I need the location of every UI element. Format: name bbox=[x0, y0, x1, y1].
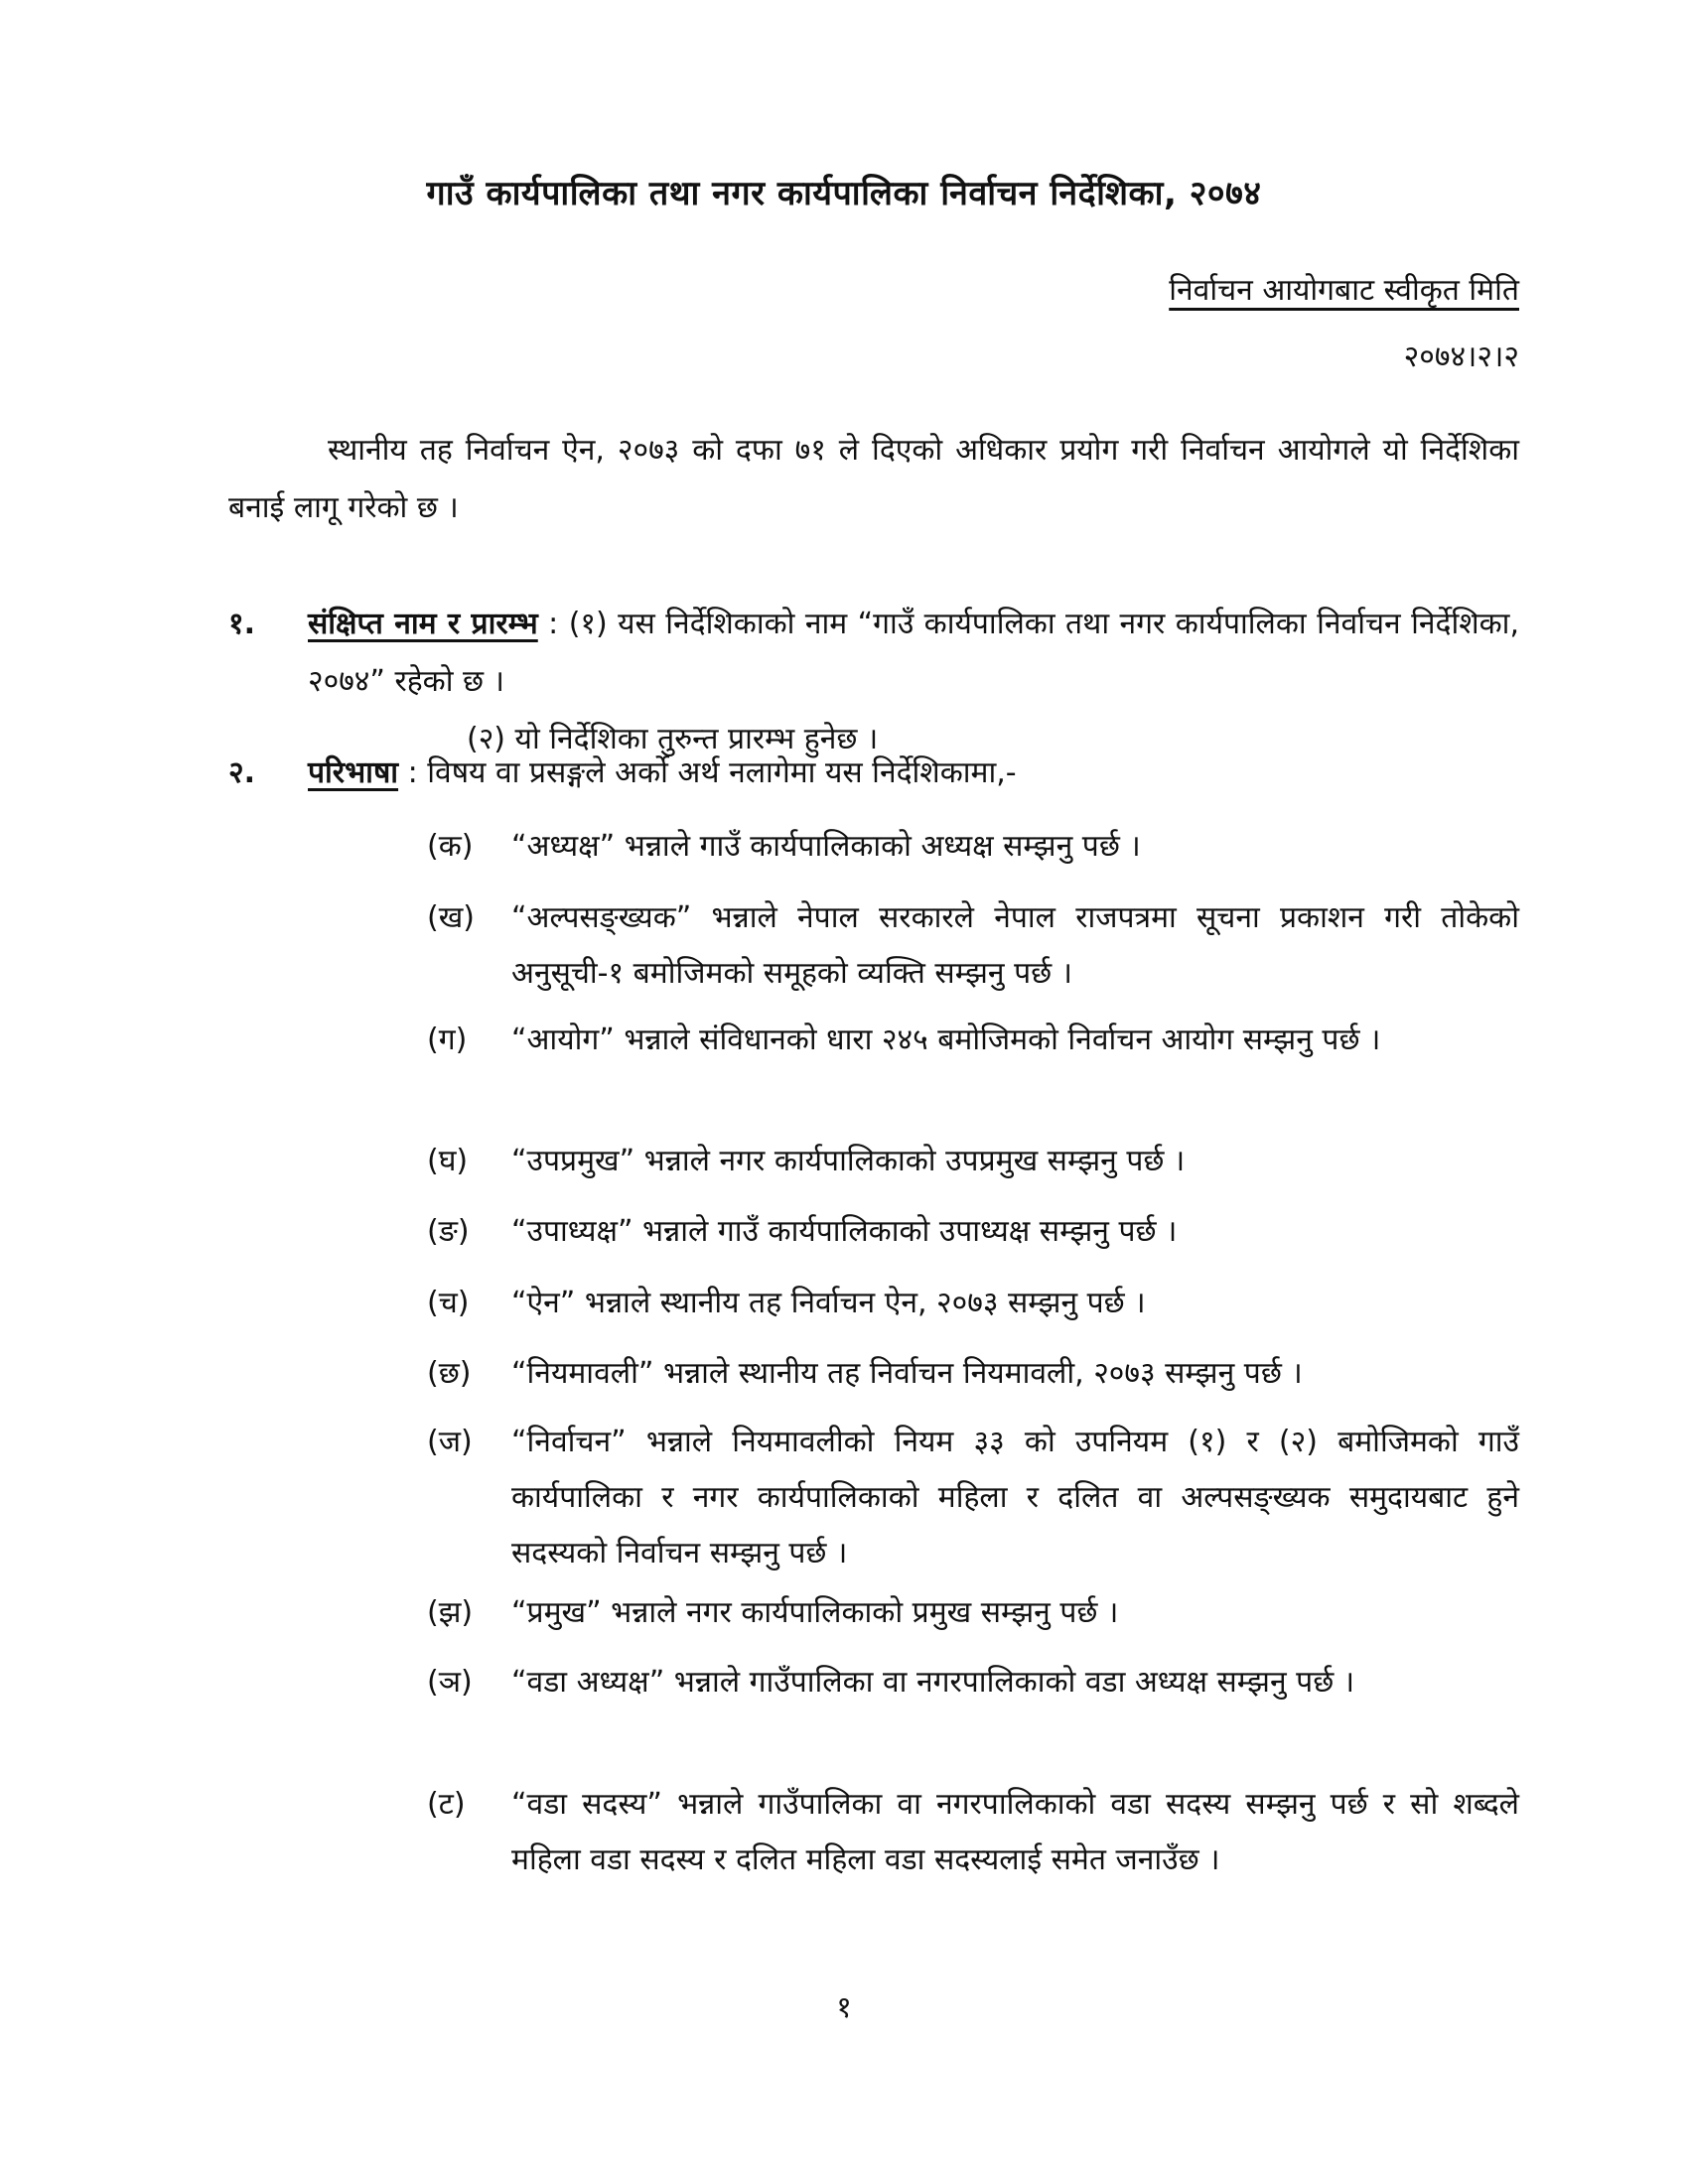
definition-text: “उपाध्यक्ष” भन्नाले गाउँ कार्यपालिकाको उपाध्यक्ष सम्झनु पर्छ । bbox=[511, 1214, 1178, 1249]
definition-text: “आयोग” भन्नाले संविधानको धारा २४५ बमोजिमको निर्वाचन आयोग सम्झनु पर्छ । bbox=[511, 1023, 1381, 1057]
definition-text: “अध्यक्ष” भन्नाले गाउँ कार्यपालिकाको अध्यक्ष सम्झनु पर्छ । bbox=[511, 829, 1141, 864]
definition-item bbox=[427, 1585, 1519, 1641]
definition-text: “प्रमुख” भन्नाले नगर कार्यपालिकाको प्रमुख सम्झनु पर्छ । bbox=[511, 1595, 1119, 1630]
definition-label: (च) bbox=[427, 1286, 470, 1320]
section-body bbox=[308, 745, 1519, 802]
definition-text: “अल्पसङ्ख्यक” भन्नाले नेपाल सरकारले नेपाल राजपत्रमा सूचना प्रकाशन गरी तोकेको अनुसूची-१ बमोजिमको समूहको व्यक्ति सम्झनु पर्छ । bbox=[511, 900, 1519, 991]
preamble-paragraph: स्थानीय तह निर्वाचन ऐन, २०७३ को दफा ७१ ले दिएको अधिकार प्रयोग गरी निर्वाचन आयोगले यो निर्देशिका बनाई लागू गरेको छ । bbox=[228, 433, 1519, 525]
definition-item bbox=[427, 1013, 1519, 1068]
definition-text: “ऐन” भन्नाले स्थानीय तह निर्वाचन ऐन, २०७३ सम्झनु पर्छ । bbox=[511, 1286, 1146, 1320]
section-number: १. bbox=[228, 607, 255, 641]
section-1 bbox=[228, 596, 1519, 768]
definition-text: “नियमावली” भन्नाले स्थानीय तह निर्वाचन नियमावली, २०७३ सम्झनु पर्छ । bbox=[511, 1356, 1303, 1391]
definition-label: (ट) bbox=[427, 1787, 466, 1822]
definition-label: (ङ) bbox=[427, 1214, 470, 1249]
definition-text: “उपप्रमुख” भन्नाले नगर कार्यपालिकाको उपप्रमुख सम्झनु पर्छ । bbox=[511, 1144, 1186, 1178]
section-number: २. bbox=[228, 755, 255, 790]
definition-item bbox=[427, 1346, 1519, 1402]
section-2 bbox=[228, 745, 1519, 802]
definition-label: (ग) bbox=[427, 1023, 468, 1057]
page-number: १ bbox=[836, 1990, 852, 2025]
definition-label: (क) bbox=[427, 829, 474, 864]
sub-clause: (२) यो निर्देशिका तुरुन्त प्रारम्भ हुनेछ । bbox=[467, 722, 879, 756]
definition-item bbox=[427, 1134, 1519, 1189]
definition-item bbox=[427, 1204, 1519, 1260]
approval-date: २०७४।२।२ bbox=[1403, 340, 1519, 374]
section-text: : विषय वा प्रसङ्गले अर्को अर्थ नलागेमा यस निर्देशिकामा,- bbox=[398, 755, 1017, 790]
definition-label: (ज) bbox=[427, 1425, 473, 1459]
definition-item bbox=[427, 819, 1519, 875]
definition-label: (झ) bbox=[427, 1595, 474, 1630]
definition-text: “वडा सदस्य” भन्नाले गाउँपालिका वा नगरपालिकाको वडा सदस्य सम्झनु पर्छ र सो शब्दले महिला वडा सदस्य र दलित महिला वडा सदस्यलाई समेत जनाउँछ । bbox=[511, 1787, 1519, 1877]
section-text: : (१) यस निर्देशिकाको नाम “गाउँ कार्यपालिका तथा नगर कार्यपालिका निर्वाचन निर्देशिका, २०७४” रहेको छ । bbox=[308, 607, 1519, 699]
approval-note: निर्वाचन आयोगबाट स्वीकृत मिति bbox=[1169, 273, 1519, 308]
section-heading: परिभाषा bbox=[308, 755, 399, 790]
document-title: गाउँ कार्यपालिका तथा नगर कार्यपालिका निर्वाचन निर्देशिका, २०७४ bbox=[426, 174, 1262, 213]
definition-label: (ख) bbox=[427, 900, 475, 935]
definition-item bbox=[427, 1415, 1519, 1581]
definition-item bbox=[427, 1276, 1519, 1331]
definition-text: “निर्वाचन” भन्नाले नियमावलीको नियम ३३ को उपनियम (१) र (२) बमोजिमको गाउँ कार्यपालिका र नगर कार्यपालिकाको महिला र दलित वा अल्पसङ्ख्यक समुदायबाट हुने सदस्यको निर्वाचन सम्झनु पर्छ । bbox=[511, 1425, 1519, 1570]
definition-label: (छ) bbox=[427, 1356, 472, 1391]
section-body bbox=[308, 596, 1519, 768]
definition-item bbox=[427, 1655, 1519, 1710]
definition-text: “वडा अध्यक्ष” भन्नाले गाउँपालिका वा नगरपालिकाको वडा अध्यक्ष सम्झनु पर्छ । bbox=[511, 1665, 1355, 1700]
definition-label: (ञ) bbox=[427, 1665, 473, 1700]
definition-item bbox=[427, 890, 1519, 1002]
definition-label: (घ) bbox=[427, 1144, 469, 1178]
section-heading: संक्षिप्त नाम र प्रारम्भ bbox=[308, 607, 538, 641]
definition-item bbox=[427, 1777, 1519, 1888]
